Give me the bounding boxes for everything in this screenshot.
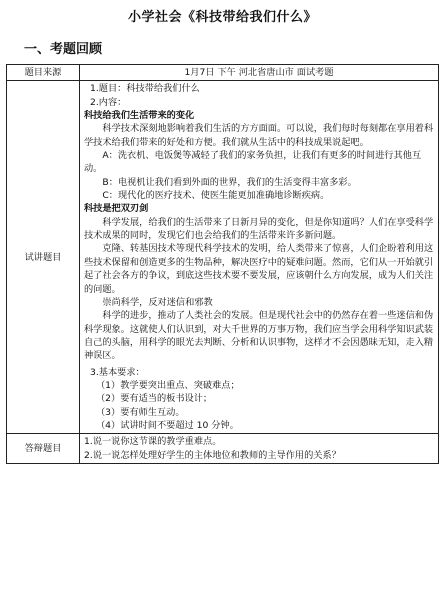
answer-content [80,434,439,464]
exam-item-b: B：电视机让我们看到外面的世界，我们的生活变得丰富多彩。 [102,176,357,188]
exam-info-table [6,64,439,464]
exam-requirements-label: 3.基本要求： [90,366,145,378]
answer-label: 答辩题目 [7,434,80,464]
exam-requirement-1: （1）教学要突出重点、突破难点； [96,379,240,391]
exam-paragraph-2: 科学发展，给我们的生活带来了日新月异的变化，但是你知道吗？人们在享受科学技术成果的同时，发现它们也会给我们的生活带来许多新问题。 [84,216,434,242]
exam-label: 试讲题目 [7,81,80,434]
exam-paragraph-1: 科学技术深刻地影响着我们生活的方方面面。可以说，我们每时每刻都在享用着科学技术给我们带来的好处和方便。我们就从生活中的科技成果说起吧。 [84,123,434,148]
exam-paragraph-5: 科学的进步，推动了人类社会的发展。但是现代社会中的仍然存在着一些迷信和伪科学现象。这就使人们认识到，对大千世界的万事万物，我们应当学会用科学知识武装自己的头脑，用科学的眼光去判断、分析和认识事物，这样才不会因愚昧无知，走入精神误区。 [84,310,434,362]
exam-requirement-2: （2）要有适当的板书设计； [96,393,213,405]
exam-requirement-3: （3）要有师生互动。 [96,406,185,418]
exam-paragraph-4: 崇尚科学，反对迷信和邪教 [102,296,213,308]
exam-topic: 1.题目：科技带给我们什么 [90,83,200,95]
exam-heading-2: 科技是把双刃剑 [84,203,149,215]
source-label: 题目来源 [7,65,80,81]
table-row-exam [7,81,439,434]
section-heading: 一、考题回顾 [24,42,103,57]
table-row-answer [7,434,439,464]
exam-item-c: C：现代化的医疗技术、使医生能更加准确地诊断疾病。 [102,190,330,202]
exam-item-a: A：洗衣机、电饭煲等减轻了我们的家务负担，让我们有更多的时间进行其他互动。 [84,150,422,175]
exam-heading-1: 科技给我们生活带来的变化 [84,110,195,122]
exam-requirement-4: （4）试讲时间不要超过 10 分钟。 [96,419,239,431]
answer-question-1: 1.说一说你这节课的教学重难点。 [84,436,222,448]
source-value: 1月7日 下午 河北省唐山市 面试考题 [80,65,439,81]
exam-paragraph-3: 克隆、转基因技术等现代科学技术的发明，给人类带来了惊喜，人们企盼着利用这些技术保留和创造更多的生物品种，解决医疗中的疑难问题。然而，它们从一开始就引起了社会各方的争议，到底这些技术要不要发展，应该朝什么方向发展，成为人们关注的问题。 [84,243,434,295]
exam-content [80,81,439,434]
document-title: 小学社会《科技带给我们什么》 [127,10,317,25]
answer-question-2: 2.说一说怎样处理好学生的主体地位和教师的主导作用的关系？ [84,449,341,461]
table-row-source [7,65,439,81]
exam-content-label: 2.内容： [90,96,127,108]
